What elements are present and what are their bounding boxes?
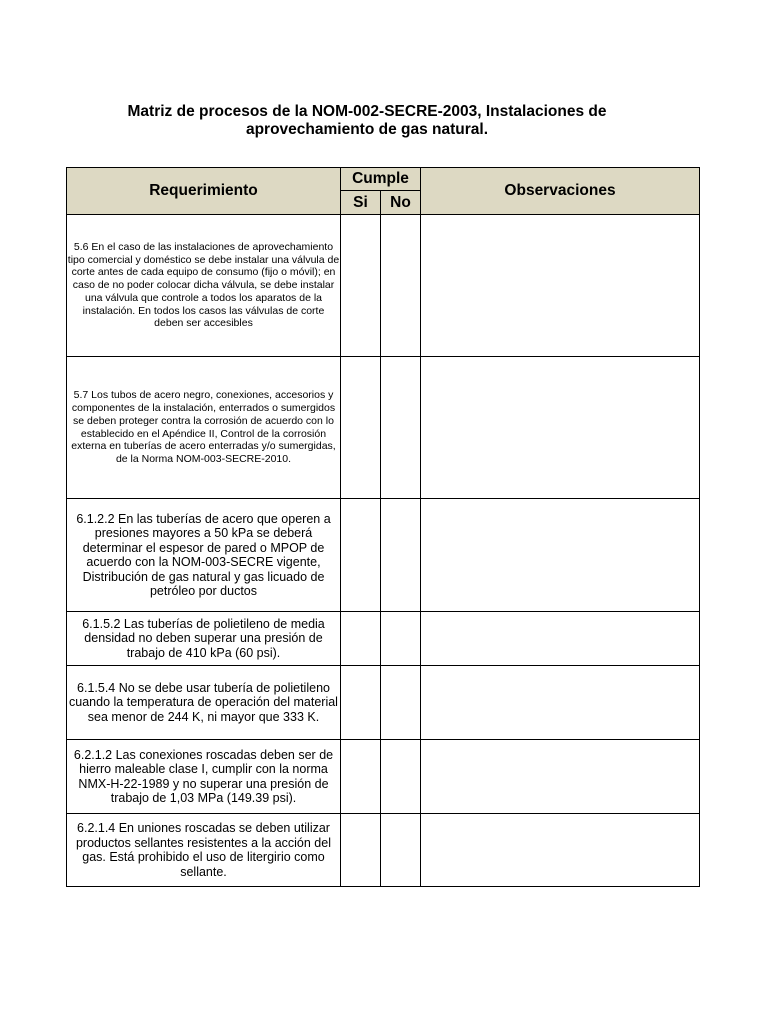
- yes-cell[interactable]: [341, 814, 381, 887]
- table-row: [67, 740, 700, 814]
- table-row: [67, 666, 700, 740]
- no-cell[interactable]: [381, 499, 421, 612]
- observations-cell[interactable]: [421, 814, 700, 887]
- observations-cell[interactable]: [421, 666, 700, 740]
- yes-cell[interactable]: [341, 740, 381, 814]
- page-title: [60, 103, 674, 139]
- yes-cell[interactable]: [341, 215, 381, 357]
- requirement-cell: 6.2.1.2 Las conexiones roscadas deben ser de hierro maleable clase I, cumplir con la norma NMX-H-22-1989 y no superar una presión de trabajo de 1,03 MPa (149.39 psi).: [67, 740, 341, 814]
- yes-cell[interactable]: [341, 357, 381, 499]
- observations-cell[interactable]: [421, 740, 700, 814]
- requirement-cell: 6.1.5.4 No se debe usar tubería de polietileno cuando la temperatura de operación del material sea menor de 244 K, ni mayor que 333 K.: [67, 666, 341, 740]
- yes-cell[interactable]: [341, 612, 381, 666]
- requirements-matrix-table: [66, 167, 700, 887]
- requirement-cell: 6.1.5.2 Las tuberías de polietileno de media densidad no deben superar una presión de trabajo de 410 kPa (60 psi).: [67, 612, 341, 666]
- header-observations: Observaciones: [421, 168, 700, 215]
- header-no: No: [381, 191, 421, 215]
- observations-cell[interactable]: [421, 612, 700, 666]
- requirement-cell: 5.7 Los tubos de acero negro, conexiones, accesorios y componentes de la instalación, enterrados o sumergidos se deben proteger contra la corrosión de acuerdo con lo establecido en el Apéndice II, Control de la corrosión externa en tuberías de acero enterradas y/o sumergidas, de la Norma NOM-003-SECRE-2010.: [67, 357, 341, 499]
- page-title-line-1: Matriz de procesos de la NOM-002-SECRE-2003, Instalaciones de: [127, 103, 607, 120]
- page-title-line-2: aprovechamiento de gas natural.: [245, 121, 489, 138]
- yes-cell[interactable]: [341, 499, 381, 612]
- observations-cell[interactable]: [421, 499, 700, 612]
- requirement-cell: 5.6 En el caso de las instalaciones de aprovechamiento tipo comercial y doméstico se debe instalar una válvula de corte antes de cada equipo de consumo (fijo o móvil); en caso de no poder colocar dicha válvula, se debe instalar una válvula que controle a todos los aparatos de la instalación. En todos los casos las válvulas de corte deben ser accesibles: [67, 215, 341, 357]
- yes-cell[interactable]: [341, 666, 381, 740]
- no-cell[interactable]: [381, 740, 421, 814]
- requirement-cell: 6.1.2.2 En las tuberías de acero que operen a presiones mayores a 50 kPa se deberá determinar el espesor de pared o MPOP de acuerdo con la NOM-003-SECRE vigente, Distribución de gas natural y gas licuado de petróleo por ductos: [67, 499, 341, 612]
- table-row: [67, 814, 700, 887]
- observations-cell[interactable]: [421, 215, 700, 357]
- header-requirement: Requerimiento: [67, 168, 341, 215]
- observations-cell[interactable]: [421, 357, 700, 499]
- table-row: [67, 357, 700, 499]
- header-complies: Cumple: [341, 168, 421, 191]
- table-row: [67, 499, 700, 612]
- no-cell[interactable]: [381, 357, 421, 499]
- header-yes: Si: [341, 191, 381, 215]
- table-row: [67, 215, 700, 357]
- no-cell[interactable]: [381, 215, 421, 357]
- requirement-cell: 6.2.1.4 En uniones roscadas se deben utilizar productos sellantes resistentes a la acción del gas. Está prohibido el uso de litergirio como sellante.: [67, 814, 341, 887]
- no-cell[interactable]: [381, 814, 421, 887]
- table-row: [67, 612, 700, 666]
- no-cell[interactable]: [381, 666, 421, 740]
- no-cell[interactable]: [381, 612, 421, 666]
